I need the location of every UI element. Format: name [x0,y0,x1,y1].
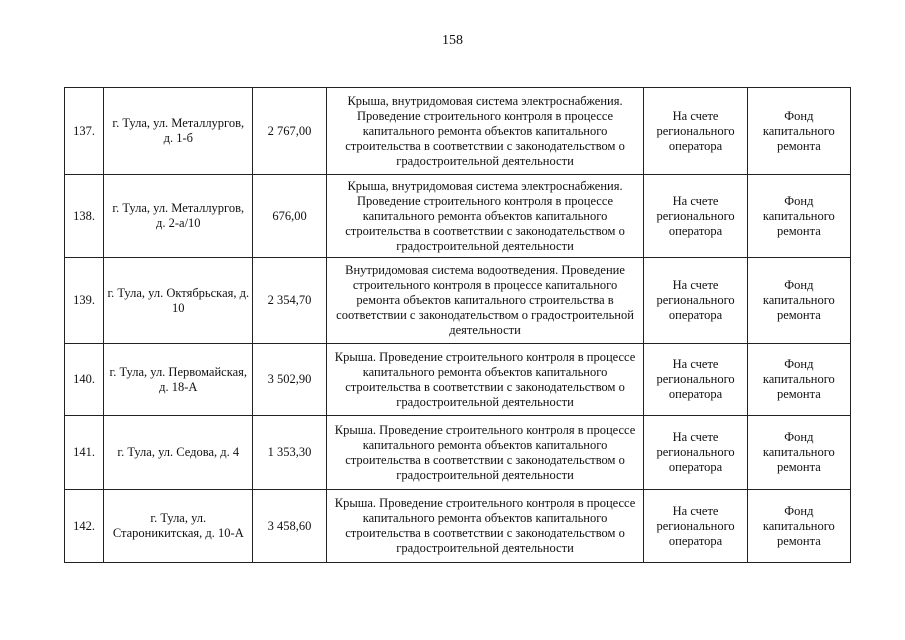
page-number: 158 [442,33,463,48]
fund-cell: Фонд капитального ремонта [747,175,850,258]
funding-account-cell: На счете регионального оператора [644,490,747,563]
area-cell: 3 458,60 [253,490,326,563]
row-number: 139. [65,258,104,344]
address-cell: г. Тула, ул. Металлургов, д. 1-б [104,88,253,175]
area-cell: 676,00 [253,175,326,258]
area-cell: 2 354,70 [253,258,326,344]
address-cell: г. Тула, ул. Седова, д. 4 [104,416,253,490]
table-row [65,344,851,416]
row-number: 138. [65,175,104,258]
fund-cell: Фонд капитального ремонта [747,490,850,563]
row-number: 141. [65,416,104,490]
work-description-cell: Крыша, внутридомовая система электроснабжения. Проведение строительного контроля в процессе капитального ремонта объектов капитального строительства в соответствии с законодательством о градостроительной деятельности [326,88,644,175]
address-cell: г. Тула, ул. Октябрьская, д. 10 [104,258,253,344]
area-cell: 3 502,90 [253,344,326,416]
work-description-cell: Крыша. Проведение строительного контроля в процессе капитального ремонта объектов капитального строительства в соответствии с законодательством о градостроительной деятельности [326,416,644,490]
row-number: 137. [65,88,104,175]
funding-account-cell: На счете регионального оператора [644,258,747,344]
funding-account-cell: На счете регионального оператора [644,344,747,416]
area-cell: 2 767,00 [253,88,326,175]
work-description-cell: Крыша. Проведение строительного контроля в процессе капитального ремонта объектов капитального строительства в соответствии с законодательством о градостроительной деятельности [326,490,644,563]
address-cell: г. Тула, ул. Староникитская, д. 10-А [104,490,253,563]
table-row [65,88,851,175]
work-description-cell: Крыша, внутридомовая система электроснабжения. Проведение строительного контроля в процессе капитального ремонта объектов капитального строительства в соответствии с законодательством о градостроительной деятельности [326,175,644,258]
address-cell: г. Тула, ул. Первомайская, д. 18-А [104,344,253,416]
address-cell: г. Тула, ул. Металлургов, д. 2-а/10 [104,175,253,258]
work-description-cell: Крыша. Проведение строительного контроля в процессе капитального ремонта объектов капитального строительства в соответствии с законодательством о градостроительной деятельности [326,344,644,416]
funding-account-cell: На счете регионального оператора [644,175,747,258]
area-cell: 1 353,30 [253,416,326,490]
row-number: 140. [65,344,104,416]
funding-account-cell: На счете регионального оператора [644,88,747,175]
funding-account-cell: На счете регионального оператора [644,416,747,490]
table-row [65,490,851,563]
fund-cell: Фонд капитального ремонта [747,88,850,175]
capital-repair-table [64,87,851,563]
fund-cell: Фонд капитального ремонта [747,416,850,490]
work-description-cell: Внутридомовая система водоотведения. Проведение строительного контроля в процессе капитального ремонта объектов капитального строительства в соответствии с законодательством о градостроительной деятельности [326,258,644,344]
fund-cell: Фонд капитального ремонта [747,344,850,416]
row-number: 142. [65,490,104,563]
fund-cell: Фонд капитального ремонта [747,258,850,344]
table-row [65,416,851,490]
table-row [65,175,851,258]
table-row [65,258,851,344]
